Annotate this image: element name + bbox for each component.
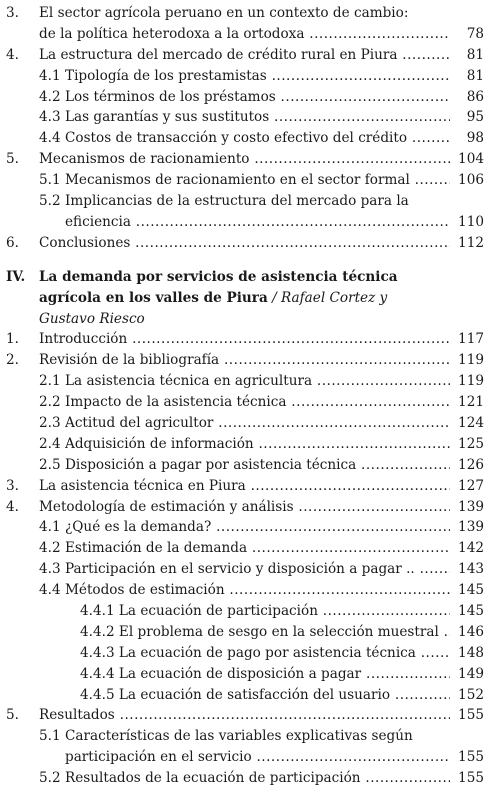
- chapter-title-line2: agrícola en los valles de Piura: [39, 289, 268, 306]
- chapter-author-line2: / Rafael Cortez y: [267, 289, 388, 306]
- toc-entry-number: 5.2: [39, 770, 61, 787]
- toc-entry-title: El sector agrícola peruano en un contexto de cambio:: [39, 5, 409, 21]
- toc-entry-page: 139: [450, 497, 484, 518]
- toc-entry: [6, 580, 484, 601]
- toc-entry-number: 3.: [6, 5, 19, 21]
- toc-entry-title: 4.4.1 La ecuación de participación .....: [80, 601, 450, 622]
- toc-entry-number: 4.1: [39, 519, 61, 536]
- chapter-author-line3: Gustavo Riesco: [39, 310, 145, 327]
- toc-entry-number: 4.2: [39, 88, 61, 105]
- toc-entry-page: 119: [450, 350, 484, 371]
- toc-entry-title: de la política heterodoxa a la ortodoxa .....: [39, 24, 450, 45]
- toc-entry-page: 149: [450, 664, 484, 685]
- toc-entry-page: 142: [450, 538, 484, 559]
- spacer: [6, 254, 484, 267]
- toc-entry: [6, 413, 484, 434]
- toc-entry-page: 81: [450, 66, 484, 87]
- toc-entry-title: Metodología de estimación y análisis .....: [39, 497, 450, 518]
- toc-entry: [6, 128, 484, 149]
- toc-entry-number: 2.: [6, 352, 19, 369]
- toc-entry-title: Estimación de la demanda .....: [65, 538, 450, 559]
- toc-entry: [6, 664, 484, 685]
- toc-entry-title: participación en el servicio .....: [65, 747, 450, 768]
- toc-entry-page: 148: [450, 643, 484, 664]
- toc-entry: [6, 329, 484, 350]
- toc-entry-title: 4.4.5 La ecuación de satisfacción del usuario .....: [80, 685, 450, 706]
- toc-entry-title: Impacto de la asistencia técnica .....: [65, 392, 450, 413]
- toc-entry-title: Los términos de los préstamos .....: [65, 87, 450, 108]
- toc-entry-title: La estructura del mercado de crédito rural en Piura .....: [39, 45, 450, 66]
- toc-entry-number: 4.3: [39, 109, 61, 126]
- toc-entry-number: 5.1: [39, 172, 61, 189]
- toc-section-part4: [6, 329, 484, 789]
- toc-entry-page: 152: [450, 685, 484, 706]
- toc-entry: [6, 434, 484, 455]
- toc-entry-page: 106: [450, 170, 484, 191]
- toc-entry-page: 119: [450, 371, 484, 392]
- toc-entry-title: La asistencia técnica en agricultura .....: [65, 371, 450, 392]
- toc-entry-title: Actitud del agricultor .....: [65, 413, 450, 434]
- toc-entry-title: Características de las variables explicativas según: [65, 728, 413, 745]
- chapter-title-line1: La demanda por servicios de asistencia técnica: [39, 268, 398, 285]
- chapter-number: IV.: [6, 268, 26, 285]
- toc-entry-page: 117: [450, 329, 484, 350]
- toc-entry-title: 4.4.4 La ecuación de disposición a pagar .....: [80, 664, 450, 685]
- toc-entry: [6, 392, 484, 413]
- toc-entry-page: 126: [450, 455, 484, 476]
- toc-entry-page: 95: [450, 107, 484, 128]
- toc-entry-page: 139: [450, 517, 484, 538]
- toc-entry-title: 4.4.3 La ecuación de pago por asistencia técnica .....: [80, 643, 450, 664]
- toc-entry: [6, 747, 484, 768]
- toc-entry-number: 4.1: [39, 67, 61, 84]
- toc-entry-number: 5.2: [39, 193, 61, 210]
- toc-entry-number: 2.3: [39, 414, 61, 431]
- toc-entry: [6, 45, 484, 66]
- toc-entry-page: 81: [450, 45, 484, 66]
- toc-entry-number: 4.4: [39, 130, 61, 147]
- toc-entry-title: ¿Qué es la demanda? .....: [65, 517, 450, 538]
- toc-entry-title: Implicancias de la estructura del mercado para la: [65, 193, 409, 210]
- toc-entry-number: 4.3: [39, 561, 61, 578]
- toc-entry-number: 2.5: [39, 456, 61, 473]
- toc-entry-page: 155: [450, 705, 484, 726]
- toc-entry-title: Tipología de los prestamistas .....: [65, 66, 450, 87]
- toc-entry: [6, 643, 484, 664]
- toc-entry: [6, 24, 484, 45]
- toc-entry-page: 155: [450, 747, 484, 768]
- toc-entry-title: Conclusiones .....: [39, 233, 450, 254]
- toc-entry-title: Mecanismos de racionamiento en el sector formal .....: [65, 170, 450, 191]
- toc-entry-page: 98: [450, 128, 484, 149]
- toc-entry-page: 145: [450, 580, 484, 601]
- toc-entry-page: 145: [450, 601, 484, 622]
- toc-entry-page: 78: [450, 24, 484, 45]
- toc-entry: [6, 170, 484, 191]
- toc-entry-title: Revisión de la bibliografía .....: [39, 350, 450, 371]
- toc-entry-title: Mecanismos de racionamiento .....: [39, 149, 450, 170]
- toc-entry: [6, 768, 484, 789]
- toc-entry: [6, 66, 484, 87]
- toc-entry: [6, 705, 484, 726]
- toc-entry-title: Disposición a pagar por asistencia técnica .....: [65, 455, 450, 476]
- toc-entry-page: 143: [450, 559, 484, 580]
- toc-entry: [6, 601, 484, 622]
- chapter-heading: [6, 267, 484, 330]
- toc-entry: [6, 350, 484, 371]
- toc-entry: [6, 212, 484, 233]
- toc-entry-page: 110: [450, 212, 484, 233]
- toc-entry-page: 125: [450, 434, 484, 455]
- toc-entry: [6, 726, 484, 747]
- toc-entry: [6, 559, 484, 580]
- toc-entry-number: 5.: [6, 707, 19, 724]
- toc-entry-number: 4.: [6, 498, 19, 515]
- toc-entry-number: 4.2: [39, 540, 61, 557]
- toc-entry-title: Adquisición de información .....: [65, 434, 450, 455]
- toc-entry-title: Introducción .....: [39, 329, 450, 350]
- toc-entry-number: 5.1: [39, 728, 61, 745]
- toc-entry-page: 127: [450, 476, 484, 497]
- toc-entry-page: 146: [450, 622, 484, 643]
- toc-entry: [6, 517, 484, 538]
- toc-entry-title: Resultados de la ecuación de participación .....: [65, 768, 450, 789]
- toc-entry-number: 2.4: [39, 435, 61, 452]
- toc-entry: [6, 455, 484, 476]
- toc-entry-title: Las garantías y sus sustitutos .....: [65, 107, 450, 128]
- toc-entry-title: eficiencia .....: [65, 212, 450, 233]
- toc-entry: [6, 685, 484, 706]
- toc-entry-number: 5.: [6, 151, 19, 168]
- toc-entry-number: 6.: [6, 234, 19, 251]
- toc-section-part3: [6, 3, 484, 254]
- toc-entry-page: 121: [450, 392, 484, 413]
- toc-entry: [6, 497, 484, 518]
- toc-entry: [6, 87, 484, 108]
- toc-entry: [6, 538, 484, 559]
- toc-entry-title: Resultados .....: [39, 705, 450, 726]
- toc-entry: [6, 622, 484, 643]
- toc-entry-page: 124: [450, 413, 484, 434]
- toc-entry-number: 3.: [6, 477, 19, 494]
- toc-entry: [6, 149, 484, 170]
- toc-entry-number: 2.1: [39, 373, 61, 390]
- toc-entry-number: 4.4: [39, 582, 61, 599]
- toc-entry-title: La asistencia técnica en Piura .....: [39, 476, 450, 497]
- table-of-contents: [6, 3, 484, 789]
- toc-entry: [6, 476, 484, 497]
- toc-entry: [6, 191, 484, 212]
- toc-entry-number: 4.: [6, 46, 19, 63]
- toc-entry: [6, 107, 484, 128]
- toc-entry-title: 4.4.2 El problema de sesgo en la selección muestral .....: [80, 622, 450, 643]
- toc-entry-title: Participación en el servicio y disposición a pagar .. .....: [65, 559, 450, 580]
- toc-entry-page: 86: [450, 87, 484, 108]
- toc-entry: [6, 371, 484, 392]
- toc-entry-page: 155: [450, 768, 484, 789]
- toc-entry-number: 1.: [6, 331, 19, 348]
- toc-entry: [6, 3, 484, 24]
- toc-entry-title: Métodos de estimación .....: [65, 580, 450, 601]
- toc-entry: [6, 233, 484, 254]
- toc-entry-page: 104: [450, 149, 484, 170]
- toc-entry-number: 2.2: [39, 394, 61, 411]
- toc-entry-page: 112: [450, 233, 484, 254]
- toc-entry-title: Costos de transacción y costo efectivo del crédito .....: [65, 128, 450, 149]
